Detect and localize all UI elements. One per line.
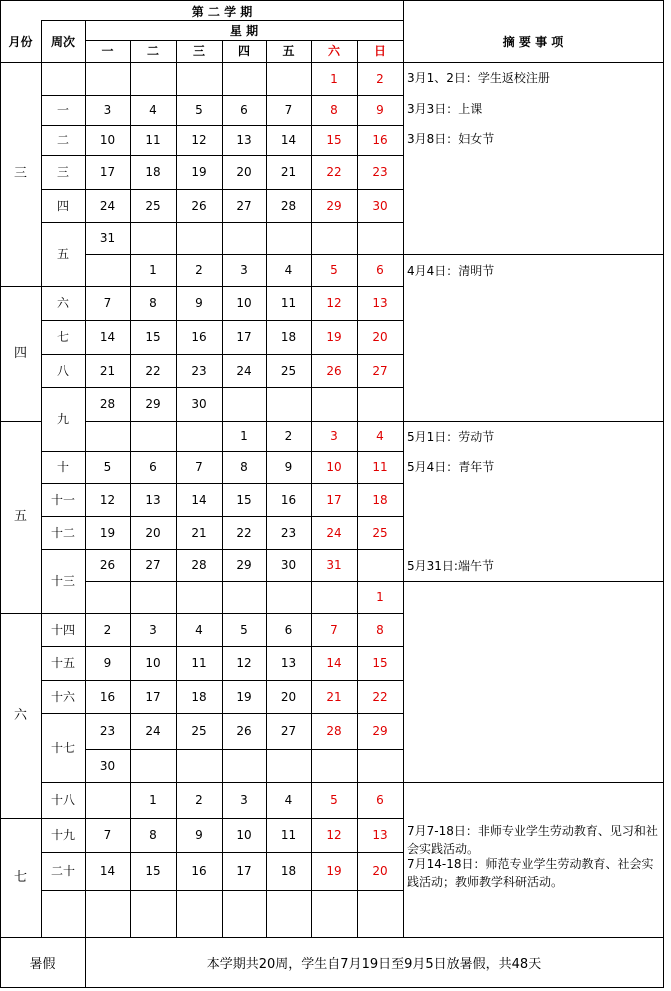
semester-summary-text: 本学期共20周，学生自7月19日至9月5日放暑假，共48天 — [206, 957, 542, 972]
row-divider — [85, 254, 404, 255]
date-cell: 4 — [376, 429, 384, 443]
date-cell: 28 — [99, 397, 116, 411]
date-cell: 1 — [149, 793, 157, 807]
date-cell: 12 — [99, 492, 116, 507]
date-cell: 25 — [145, 198, 161, 213]
row-divider — [85, 680, 404, 681]
weekday-header: 六 — [327, 44, 340, 58]
week-label: 九 — [56, 412, 69, 426]
date-cell: 19 — [191, 165, 207, 179]
note-item: 3月8日：妇女节 — [407, 132, 495, 146]
week-label: 十九 — [50, 828, 75, 842]
date-cell: 20 — [236, 165, 252, 179]
date-cell: 15 — [236, 492, 252, 507]
week-divider — [41, 713, 86, 714]
note-item: 7月7-18日：非师专业学生劳动教育、见习和社会实践活动。 — [407, 824, 658, 856]
date-cell: 7 — [195, 460, 203, 474]
week-label: 十二 — [50, 525, 75, 540]
week-label: 二 — [56, 133, 69, 147]
date-cell: 3 — [149, 622, 157, 637]
week-divider — [41, 451, 86, 452]
week-label: 一 — [56, 103, 69, 117]
weekday-header: 一 — [101, 44, 114, 58]
row-divider — [85, 818, 404, 819]
notes-divider — [403, 421, 664, 422]
weekday-header: 日 — [373, 44, 386, 58]
date-cell: 20 — [372, 330, 388, 344]
week-label: 十六 — [50, 689, 75, 704]
date-cell: 29 — [372, 724, 388, 738]
date-cell: 13 — [372, 828, 388, 842]
date-cell: 14 — [99, 330, 116, 344]
row-divider — [85, 95, 404, 96]
date-cell: 17 — [236, 864, 252, 878]
date-cell: 18 — [280, 864, 297, 878]
date-cell: 27 — [145, 558, 161, 572]
date-cell: 11 — [191, 656, 207, 670]
date-cell: 15 — [145, 864, 161, 878]
date-cell: 13 — [236, 133, 252, 147]
date-cell: 2 — [376, 71, 384, 86]
date-cell: 22 — [372, 689, 388, 704]
date-cell: 9 — [195, 296, 203, 310]
date-cell: 19 — [99, 525, 116, 540]
week-divider — [41, 95, 86, 96]
date-cell: 3 — [240, 793, 248, 807]
date-cell: 14 — [99, 864, 116, 878]
date-cell: 4 — [149, 103, 157, 117]
date-cell: 17 — [99, 165, 116, 179]
date-cell: 10 — [236, 828, 252, 842]
date-cell: 8 — [149, 296, 157, 310]
date-cell: 31 — [99, 231, 116, 245]
date-cell: 20 — [372, 864, 388, 878]
week-divider — [41, 286, 86, 287]
date-cell: 9 — [284, 460, 293, 474]
date-cell: 4 — [284, 263, 293, 277]
date-cell: 7 — [103, 828, 112, 842]
date-cell: 9 — [103, 656, 112, 670]
note-item: 7月14-18日：师范专业学生劳动教育、社会实践活动；教师教学科研活动。 — [407, 857, 654, 889]
date-cell: 16 — [99, 689, 116, 704]
date-cell: 5 — [330, 263, 338, 277]
date-cell: 22 — [326, 165, 342, 179]
date-cell: 15 — [372, 656, 388, 670]
date-cell: 16 — [280, 492, 297, 507]
week-divider — [41, 320, 86, 321]
grid-line — [41, 20, 404, 21]
date-cell: 12 — [236, 656, 252, 670]
date-cell: 28 — [280, 198, 297, 213]
row-divider — [85, 354, 404, 355]
date-cell: 24 — [326, 525, 342, 540]
date-cell: 20 — [145, 525, 161, 540]
weekday-group-header: 星 期 — [229, 24, 259, 38]
date-cell: 24 — [236, 363, 252, 378]
date-cell: 22 — [145, 363, 161, 378]
date-cell: 23 — [191, 363, 207, 378]
date-cell: 26 — [191, 198, 207, 213]
date-cell: 17 — [145, 689, 161, 704]
week-divider — [41, 222, 86, 223]
date-cell: 20 — [280, 689, 297, 704]
row-divider — [85, 613, 404, 614]
row-divider — [85, 890, 404, 891]
table-border — [0, 987, 664, 988]
date-cell: 15 — [326, 133, 342, 147]
week-label: 十七 — [50, 740, 75, 755]
week-label: 十五 — [50, 656, 75, 670]
month-label: 三 — [13, 166, 27, 181]
date-cell: 3 — [103, 103, 112, 117]
date-cell: 17 — [236, 330, 252, 344]
week-divider — [41, 549, 86, 550]
date-cell: 21 — [191, 525, 207, 540]
note-item: 5月31日:端午节 — [407, 559, 494, 573]
date-cell: 5 — [330, 793, 338, 807]
week-divider — [41, 387, 86, 388]
date-cell: 5 — [103, 460, 112, 474]
date-cell: 12 — [191, 133, 207, 147]
date-cell: 19 — [326, 864, 342, 878]
week-divider — [41, 483, 86, 484]
date-cell: 11 — [280, 296, 297, 310]
date-cell: 13 — [280, 656, 297, 670]
date-cell: 9 — [376, 103, 384, 117]
date-cell: 28 — [191, 558, 207, 572]
row-divider — [85, 852, 404, 853]
date-cell: 26 — [236, 724, 252, 738]
week-label: 十一 — [50, 492, 75, 507]
weekday-header: 四 — [237, 44, 250, 58]
week-divider — [41, 516, 86, 517]
date-cell: 31 — [326, 558, 342, 572]
week-label: 十八 — [50, 793, 75, 807]
date-cell: 2 — [284, 429, 293, 443]
week-label: 二十 — [50, 864, 75, 878]
row-divider — [85, 125, 404, 126]
month-divider — [0, 286, 42, 287]
row-divider — [85, 387, 404, 388]
week-label: 四 — [56, 198, 69, 213]
date-cell: 11 — [280, 828, 297, 842]
date-cell: 3 — [240, 263, 248, 277]
note-item: 4月4日：清明节 — [407, 264, 495, 278]
week-label: 十 — [56, 460, 69, 474]
date-cell: 10 — [236, 296, 252, 310]
date-cell: 25 — [280, 363, 297, 378]
date-cell: 6 — [376, 263, 384, 277]
date-cell: 10 — [145, 656, 161, 670]
date-cell: 26 — [99, 558, 116, 572]
date-cell: 26 — [326, 363, 342, 378]
week-divider — [41, 852, 86, 853]
notes-divider — [403, 581, 664, 582]
notes-column-header: 摘 要 事 项 — [502, 35, 564, 49]
week-divider — [41, 890, 86, 891]
date-cell: 30 — [191, 397, 207, 411]
row-divider — [85, 421, 404, 422]
date-cell: 16 — [372, 133, 388, 147]
summer-vacation-label: 暑假 — [29, 957, 56, 972]
note-item: 3月3日：上课 — [407, 102, 483, 116]
date-cell: 5 — [195, 103, 203, 117]
date-cell: 5 — [240, 622, 248, 637]
date-cell: 8 — [330, 103, 338, 117]
grid-line — [85, 20, 86, 938]
week-label: 八 — [56, 363, 69, 378]
date-cell: 21 — [326, 689, 342, 704]
semester-title: 第 二 学 期 — [191, 5, 253, 19]
date-cell: 2 — [103, 622, 112, 637]
date-cell: 3 — [330, 429, 338, 443]
date-cell: 2 — [195, 793, 203, 807]
week-label: 七 — [56, 330, 69, 344]
table-border — [663, 0, 664, 988]
date-cell: 11 — [372, 460, 388, 474]
date-cell: 10 — [326, 460, 342, 474]
date-cell: 29 — [145, 397, 161, 411]
month-divider — [0, 937, 42, 938]
date-cell: 1 — [376, 590, 384, 604]
date-cell: 30 — [280, 558, 297, 572]
date-cell: 29 — [236, 558, 252, 572]
date-cell: 17 — [326, 492, 342, 507]
month-label: 六 — [13, 707, 27, 723]
month-label: 四 — [13, 345, 27, 361]
date-cell: 12 — [326, 828, 342, 842]
date-cell: 22 — [236, 525, 252, 540]
note-item: 3月1、2日：学生返校注册 — [407, 71, 550, 85]
date-cell: 6 — [376, 793, 384, 807]
date-cell: 14 — [191, 492, 207, 507]
week-column-header: 周次 — [50, 35, 75, 49]
date-cell: 24 — [145, 724, 161, 738]
date-cell: 16 — [191, 330, 207, 344]
month-divider — [0, 421, 42, 422]
row-divider — [85, 937, 404, 938]
date-cell: 14 — [326, 656, 342, 670]
date-cell: 9 — [195, 828, 203, 842]
week-divider — [41, 125, 86, 126]
date-cell: 27 — [372, 363, 388, 378]
date-cell: 15 — [145, 330, 161, 344]
note-item: 5月1日：劳动节 — [407, 430, 495, 444]
date-cell: 4 — [284, 793, 293, 807]
weekday-header: 五 — [282, 44, 295, 58]
date-cell: 4 — [195, 622, 203, 637]
date-cell: 6 — [284, 622, 293, 637]
month-divider — [0, 818, 42, 819]
row-divider — [85, 749, 404, 750]
week-label: 十四 — [50, 622, 75, 637]
row-divider — [85, 713, 404, 714]
month-divider — [0, 613, 42, 614]
week-label: 三 — [56, 165, 69, 179]
week-divider — [41, 680, 86, 681]
date-cell: 14 — [280, 133, 297, 147]
date-cell: 29 — [326, 198, 342, 213]
date-cell: 10 — [99, 133, 116, 147]
month-label: 五 — [13, 509, 27, 524]
date-cell: 7 — [284, 103, 293, 117]
week-divider — [41, 613, 86, 614]
month-column-header: 月份 — [8, 35, 33, 49]
week-divider — [41, 189, 86, 190]
row-divider — [85, 189, 404, 190]
date-cell: 8 — [149, 828, 157, 842]
date-cell: 2 — [195, 263, 203, 277]
month-label: 七 — [13, 869, 27, 885]
date-cell: 30 — [99, 758, 116, 773]
date-cell: 1 — [149, 263, 157, 277]
week-divider — [41, 782, 86, 783]
date-cell: 30 — [372, 198, 388, 213]
week-label: 六 — [56, 296, 69, 310]
date-cell: 23 — [99, 724, 116, 738]
date-cell: 13 — [372, 296, 388, 310]
date-cell: 24 — [99, 198, 116, 213]
weekday-header: 三 — [192, 44, 205, 58]
date-cell: 19 — [236, 689, 252, 704]
row-divider — [85, 483, 404, 484]
week-divider — [41, 354, 86, 355]
week-label: 五 — [56, 247, 69, 261]
date-cell: 18 — [372, 492, 388, 507]
date-cell: 8 — [376, 622, 384, 637]
row-divider — [85, 320, 404, 321]
date-cell: 28 — [326, 724, 342, 738]
date-cell: 18 — [145, 165, 161, 179]
weekday-header: 二 — [146, 44, 159, 58]
week-divider — [41, 155, 86, 156]
date-cell: 18 — [191, 689, 207, 704]
row-divider — [85, 782, 404, 783]
week-divider — [41, 818, 86, 819]
date-cell: 6 — [149, 460, 157, 474]
date-cell: 11 — [145, 133, 161, 147]
date-cell: 12 — [326, 296, 342, 310]
date-cell: 1 — [330, 71, 338, 86]
date-cell: 1 — [240, 429, 248, 443]
date-cell: 8 — [240, 460, 248, 474]
table-border — [0, 0, 1, 988]
date-cell: 13 — [145, 492, 161, 507]
date-cell: 21 — [99, 363, 116, 378]
row-divider — [85, 155, 404, 156]
date-cell: 16 — [191, 864, 207, 878]
grid-line — [403, 0, 404, 938]
date-cell: 23 — [372, 165, 388, 179]
row-divider — [85, 581, 404, 582]
date-cell: 27 — [280, 724, 297, 738]
week-label: 十三 — [50, 574, 75, 588]
notes-divider — [403, 254, 664, 255]
date-cell: 18 — [280, 330, 297, 344]
row-divider — [85, 286, 404, 287]
notes-divider — [403, 782, 664, 783]
date-cell: 23 — [280, 525, 297, 540]
date-cell: 7 — [330, 622, 338, 637]
date-cell: 25 — [191, 724, 207, 738]
row-divider — [85, 646, 404, 647]
row-divider — [85, 451, 404, 452]
date-cell: 27 — [236, 198, 252, 213]
date-cell: 21 — [280, 165, 297, 179]
week-divider — [41, 646, 86, 647]
row-divider — [85, 222, 404, 223]
week-divider — [41, 937, 86, 938]
date-cell: 6 — [240, 103, 248, 117]
row-divider — [85, 549, 404, 550]
note-item: 5月4日：青年节 — [407, 460, 495, 474]
grid-line — [0, 62, 664, 63]
date-cell: 7 — [103, 296, 112, 310]
row-divider — [85, 516, 404, 517]
date-cell: 19 — [326, 330, 342, 344]
date-cell: 25 — [372, 525, 388, 540]
table-border — [0, 0, 664, 1]
